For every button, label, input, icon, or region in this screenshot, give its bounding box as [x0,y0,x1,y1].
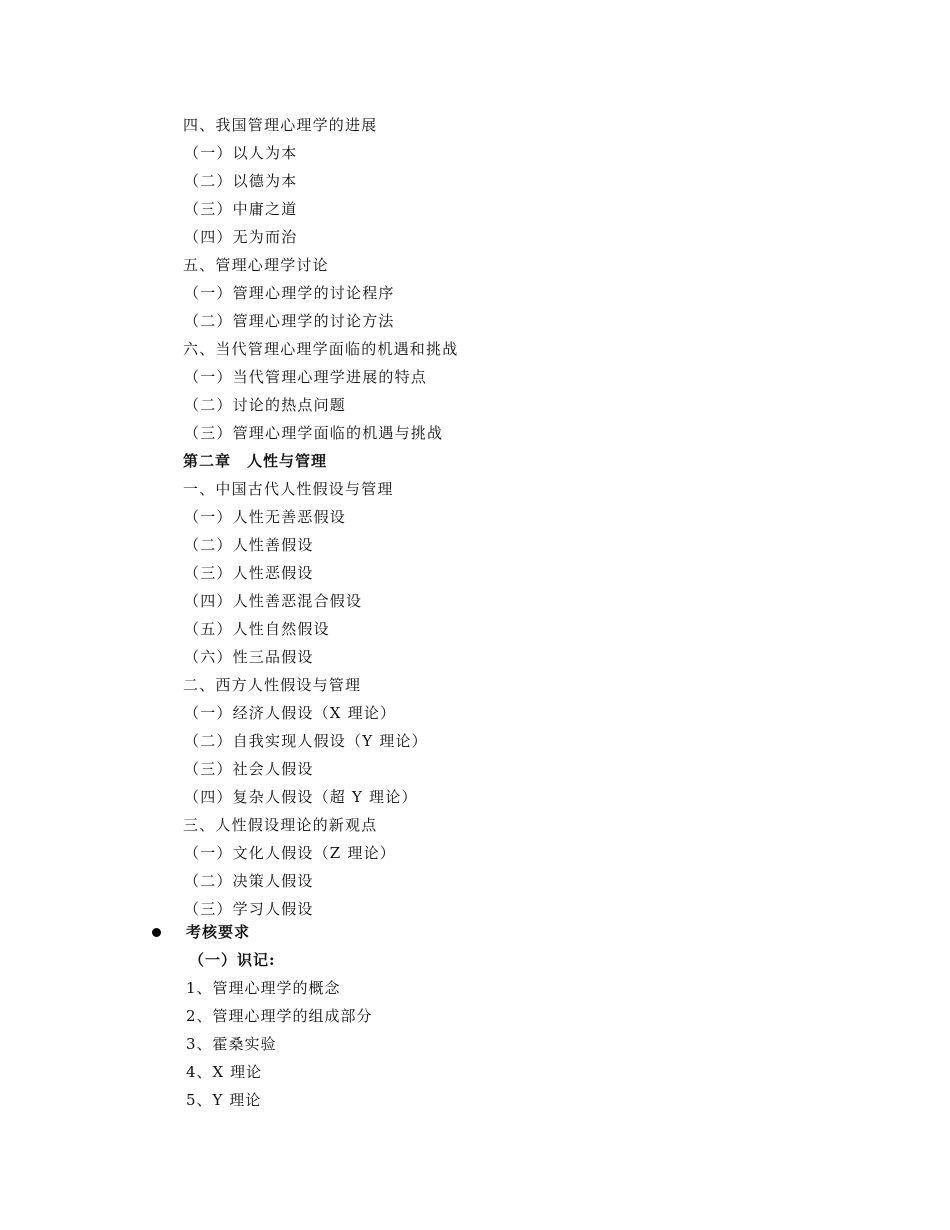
outline-item: （四）人性善恶混合假设 [184,592,363,610]
outline-item: （三）人性恶假设 [184,564,314,582]
outline-item: （一）以人为本 [184,144,298,162]
outline-item: （一）管理心理学的讨论程序 [184,284,395,302]
outline-item: （五）人性自然假设 [184,620,330,638]
requirements-heading: 考核要求 [186,923,251,941]
outline-item: （二）讨论的热点问题 [184,396,347,414]
requirement-item: 1、管理心理学的概念 [186,979,341,997]
outline-item: （一）文化人假设（Z 理论） [184,844,396,862]
outline-section-heading: 五、管理心理学讨论 [183,256,329,274]
outline-section-heading: 二、西方人性假设与管理 [183,676,362,694]
outline-item: （一）当代管理心理学进展的特点 [184,368,428,386]
requirements-bullet [152,918,250,946]
outline-item: （二）人性善假设 [184,536,314,554]
course-outline [183,111,458,923]
outline-item: （一）人性无善恶假设 [184,508,347,526]
outline-section-heading: 四、我国管理心理学的进展 [183,116,378,134]
bullet-dot-icon [152,928,161,937]
requirements-list [186,946,373,1114]
chapter-heading: 第二章 人性与管理 [183,452,328,470]
requirement-item: 4、X 理论 [186,1063,262,1081]
outline-section-heading: 三、人性假设理论的新观点 [183,816,378,834]
requirements-subheading: （一）识记: [189,951,276,969]
outline-section-heading: 一、中国古代人性假设与管理 [183,480,394,498]
outline-item: （二）自我实现人假设（Y 理论） [184,732,428,750]
requirement-item: 3、霍桑实验 [186,1035,277,1053]
outline-item: （三）管理心理学面临的机遇与挑战 [184,424,444,442]
outline-item: （六）性三品假设 [184,648,314,666]
outline-item: （四）无为而治 [184,228,298,246]
outline-item: （三）中庸之道 [184,200,298,218]
requirement-item: 2、管理心理学的组成部分 [186,1007,373,1025]
outline-item: （三）社会人假设 [184,760,314,778]
outline-section-heading: 六、当代管理心理学面临的机遇和挑战 [183,340,459,358]
outline-item: （二）决策人假设 [184,872,314,890]
outline-item: （三）学习人假设 [184,900,314,918]
outline-item: （一）经济人假设（X 理论） [184,704,397,722]
outline-item: （二）管理心理学的讨论方法 [184,312,395,330]
outline-item: （二）以德为本 [184,172,298,190]
outline-item: （四）复杂人假设（超 Y 理论） [184,788,418,806]
requirement-item: 5、Y 理论 [186,1091,262,1109]
